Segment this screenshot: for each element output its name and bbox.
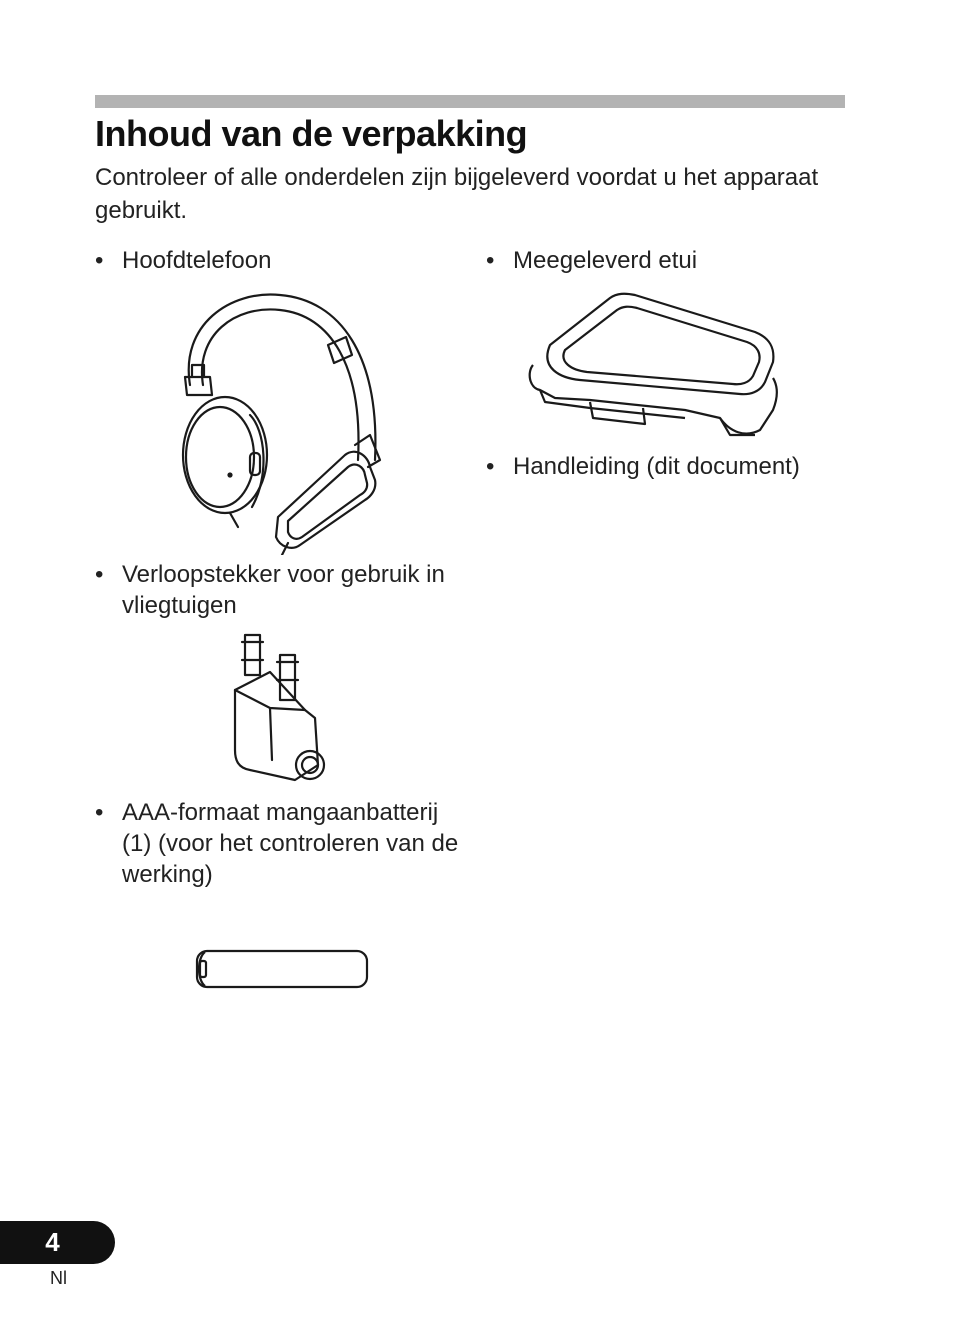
list-item-headphones: [95, 245, 435, 276]
bullet: •: [95, 561, 104, 588]
page-title: Inhoud van de verpakking: [95, 113, 528, 154]
section-top-rule: [95, 95, 845, 108]
bullet: •: [95, 799, 104, 826]
page-number: 4: [45, 1227, 60, 1257]
list-item-battery: [95, 797, 460, 890]
list-item-label: Verloopstekker voor gebruik in vliegtuigen: [122, 561, 445, 619]
airplane-adapter-icon: [230, 630, 335, 785]
carrying-case-icon: [525, 290, 780, 442]
intro-paragraph: Controleer of alle onderdelen zijn bijgeleverd voordat u het apparaat gebruikt.: [95, 164, 819, 224]
bullet: •: [486, 453, 495, 480]
list-item-label: Meegeleverd etui: [513, 247, 698, 274]
list-item-label: Handleiding (dit document): [513, 453, 800, 480]
list-item-airplane-adapter: [95, 559, 460, 621]
list-item-manual: [486, 451, 846, 482]
headphones-icon: [170, 285, 400, 555]
list-item-label: Hoofdtelefoon: [122, 247, 272, 274]
list-item-label: AAA-formaat mangaanbatterij (1) (voor het controleren van de werking): [122, 799, 459, 888]
battery-icon: [193, 946, 371, 992]
language-code: Nl: [50, 1268, 67, 1288]
list-item-carrying-case: [486, 245, 826, 276]
bullet: •: [486, 247, 495, 274]
page-number-tab: [0, 1221, 115, 1264]
bullet: •: [95, 247, 104, 274]
